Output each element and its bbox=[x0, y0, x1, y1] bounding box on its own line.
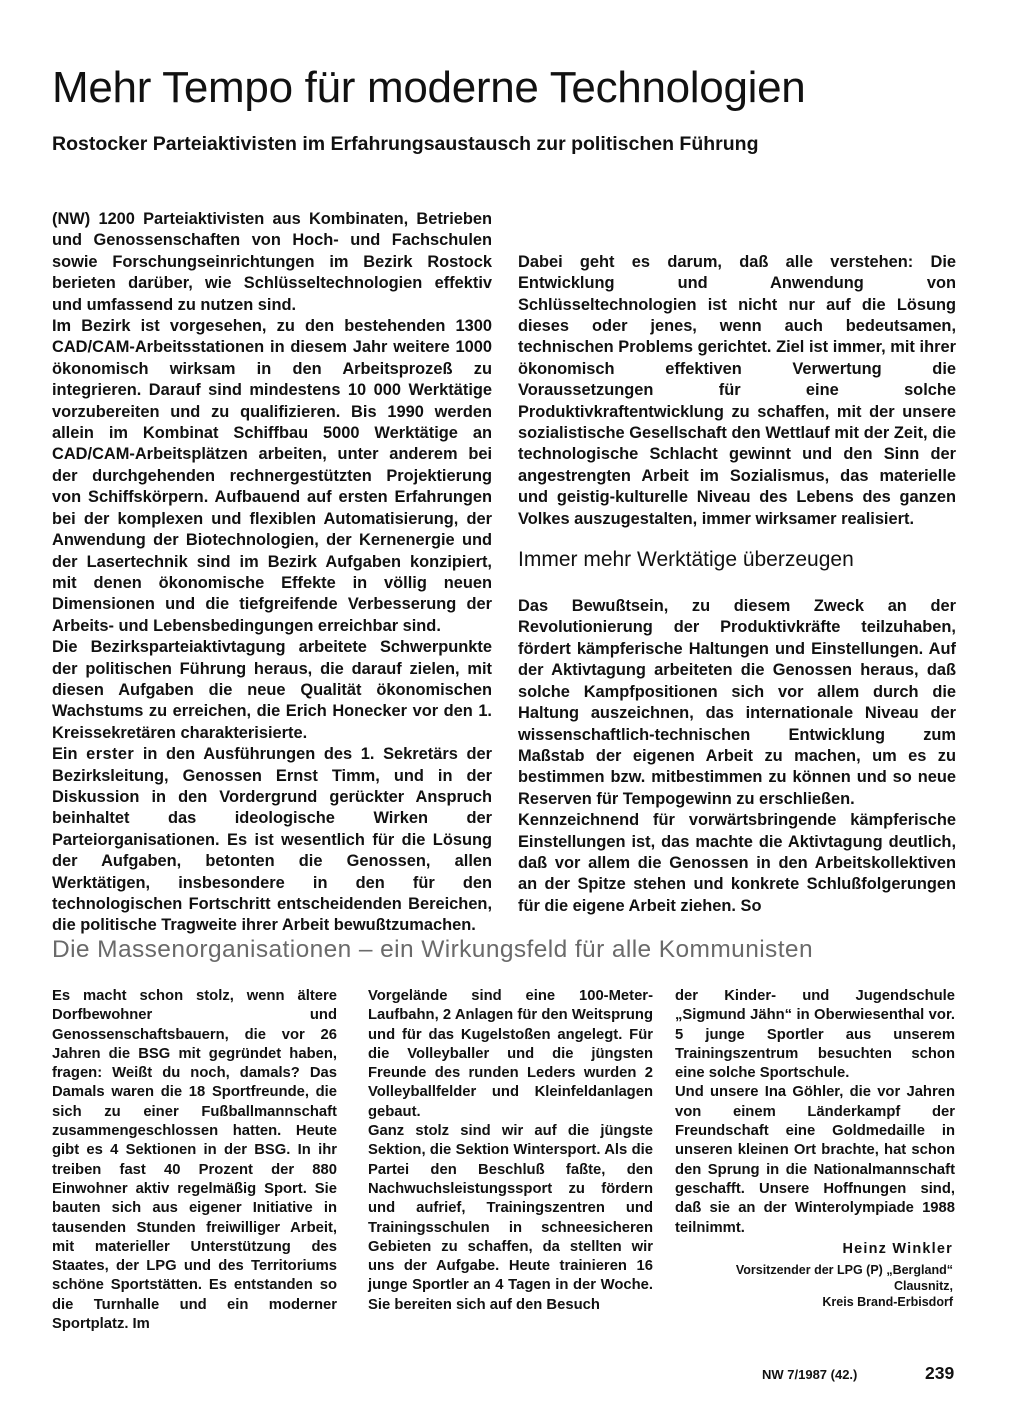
author-name: Heinz Winkler bbox=[842, 1241, 953, 1257]
sidebar-paragraph: Es macht schon stolz, wenn ältere Dorfbewohner und Genossenschaftsbauern, die vor 26 Jahren die BSG mit gegründet haben, fragen: Weißt du noch, damals? Das Damals waren die 18 Sportfreunde, die sich zu einer Fußballmannschaft zusammengeschlossen hatten. Heute gibt es 4 Sektionen in der BSG. In ihr treiben fast 40 Prozent der 880 Einwohner aktiv regelmäßig Sport. Sie bauten sich aus eigener Initiative in tausenden Stunden freiwilliger Arbeit, mit materieller Unterstützung des Staates, der LPG und des Territoriums schöne Sportstätten. Es entstanden so die Turnhalle und ein moderner Sportplatz. Im bbox=[52, 988, 337, 1333]
sidebar-title: Die Massenorganisationen – ein Wirkungsfeld für alle Kommunisten bbox=[52, 936, 813, 963]
section-heading: Immer mehr Werktätige überzeugen bbox=[518, 548, 854, 572]
paragraph-text: 1200 Parteiaktivisten aus Kombinaten, Betrieben und Genossenschaften von Hoch- und Fachschulen sowie Forschungseinrichtungen im Bezirk Rostock berieten darüber, wie Schlüsseltechnologien effektiv und umfassend zu nutzen sind. bbox=[52, 210, 492, 314]
article-column-left bbox=[52, 209, 492, 937]
sidebar-paragraph: Vorgelände sind eine 100-Meter-Laufbahn, 2 Anlagen für den Weitsprung und für das Kugelstoßen angelegt. Für die Volleyballer und die jüngsten Freunde des runden Leders wurden 2 Volleyballfelder und Kleinfeldanlagen gebaut. bbox=[368, 988, 653, 1120]
article-paragraph: Dabei geht es darum, daß alle verstehen: Die Entwicklung und Anwendung von Schlüsseltechnologien ist nicht nur auf die Lösung dieses oder jenes, wenn auch bedeutsamen, technischen Problems gerichtet. Ziel ist immer, mit ihrer ökonomisch effektiven Verwertung die Voraussetzungen für eine solche Produktivkraftentwicklung zu schaffen, mit der unsere sozialistische Gesellschaft den Wettlauf mit der Zeit, die technologische Schlacht gewinnt und den Sinn der angestrengten Arbeit im Sozialismus, das materielle und geistig-kulturelle Niveau des Lebens des ganzen Volkes auszugestalten, immer wirksamer realisiert. bbox=[518, 252, 956, 528]
sidebar-paragraph: Ganz stolz sind wir auf die jüngste Sektion, die Sektion Wintersport. Als die Partei den Beschluß faßte, den Nachwuchsleistungssport zu fördern und aufrief, Trainingszentren und Trainingsschulen in schneesicheren Gebieten zu schaffen, da stellten wir uns der Aufgabe. Heute trainieren 16 junge Sportler an 4 Tagen in der Woche. Sie bereiten sich auf den Besuch bbox=[368, 1123, 653, 1313]
article-title: Mehr Tempo für moderne Technologien bbox=[52, 63, 806, 112]
emphasized-word: erster bbox=[86, 745, 135, 764]
sidebar-paragraph: Und unsere Ina Göhler, die vor Jahren von einem Länderkampf der Freundschaft eine Goldmedaille in unseren kleinen Ort brachte, hat schon den Sprung in die Nationalmannschaft geschafft. Unsere Hoffnungen sind, daß sie an der Winterolympiade 1988 teilnimmt. bbox=[675, 1084, 955, 1236]
sidebar-column-2 bbox=[368, 987, 653, 1315]
article-paragraph: Die Bezirksparteiaktivtagung arbeitete Schwerpunkte der politischen Führung heraus, die darauf zielen, mit diesen Aufgaben die neue Qualität ökonomischen Wachstums zu erreichen, die Erich Honecker vor den 1. Kreissekretären charakterisierte. bbox=[52, 638, 492, 742]
article-paragraph bbox=[52, 209, 492, 316]
author-location: Clausnitz, bbox=[893, 1279, 953, 1293]
article-paragraph: Das Bewußtsein, zu diesem Zweck an der Revolutionierung der Produktivkräfte teilzuhaben, fördert kämpferische Haltungen und Einstellungen. Auf der Aktivtagung arbeiteten die Genossen heraus, daß solche Kampfpositionen sich vor allem durch die Haltung auszeichnen, das internationale Niveau der wissenschaftlich-technischen Entwicklung zum Maßstab der eigenen Arbeit zu machen, um es zu bestimmen bzw. mitbestimmen zu können und so neue Reserven für Tempogewinn zu erschließen. bbox=[518, 597, 956, 808]
page-number: 239 bbox=[925, 1363, 955, 1383]
column-continuation-space bbox=[518, 209, 956, 252]
sidebar-column-3 bbox=[675, 987, 955, 1238]
issue-reference: NW 7/1987 (42.) bbox=[762, 1367, 858, 1382]
article-paragraph: Kennzeichnend für vorwärtsbringende kämpferische Einstellungen ist, das machte die Aktivtagung deutlich, daß vor allem die Genossen in den Arbeitskollektiven an der Spitze stehen und konkrete Schlußfolgerungen für die eigene Arbeit ziehen. So bbox=[518, 811, 956, 915]
article-paragraph bbox=[52, 744, 492, 937]
sidebar-column-1 bbox=[52, 987, 337, 1334]
author-role: Vorsitzender der LPG (P) „Bergland“ bbox=[735, 1263, 953, 1277]
article-paragraph: Im Bezirk ist vorgesehen, zu den bestehenden 1300 CAD/CAM-Arbeitsstationen in diesem Jahr weitere 1000 ökonomisch wirksam in den Arbeitsprozeß zu integrieren. Darauf sind mindestens 10 000 Werktätige vorzubereiten und zu qualifizieren. Bis 1990 werden allein im Kombinat Schiffbau 5000 Werktätige an CAD/CAM-Arbeitsplätzen arbeiten, unter anderem bei der durchgehenden rechnergestützten Projektierung von Schiffskörpern. Aufbauend auf ersten Erfahrungen bei der komplexen und flexiblen Automatisierung, der Anwendung der Biotechnologien, der Kernenergie und der Lasertechnik sind im Bezirk Aufgaben konzipiert, mit denen ökonomische Effekte in völlig neuen Dimensionen und die tiefgreifende Verbesserung der Arbeits- und Lebensbedingungen erreichbar sind. bbox=[52, 317, 492, 635]
author-district: Kreis Brand-Erbisdorf bbox=[822, 1295, 953, 1309]
sidebar-paragraph: der Kinder- und Jugendschule „Sigmund Jähn“ in Oberwiesenthal vor. 5 junge Sportler aus unserem Trainingszentrum besuchten schon eine solche Sportschule. bbox=[675, 988, 955, 1082]
author-signature bbox=[675, 1240, 953, 1310]
paragraph-text: in den Ausführungen des 1. Sekretärs der Bezirksleitung, Genossen Ernst Timm, und in der Diskussion in den Vordergrund gerückter Anspruch beinhaltet das ideologische Wirken der Parteiorganisationen. Es ist wesentlich für die Lösung der Aufgaben, betonten die Genossen, allen Werktätigen, insbesondere in den für den technologischen Fortschritt entscheidenden Bereichen, die politische Tragweite ihrer Arbeit bewußtzumachen. bbox=[52, 745, 493, 935]
article-subtitle: Rostocker Parteiaktivisten im Erfahrungsaustausch zur politischen Führung bbox=[52, 133, 759, 155]
lead-tag: (NW) bbox=[52, 210, 91, 228]
paragraph-text: Ein bbox=[52, 745, 78, 764]
article-column-right bbox=[518, 209, 956, 917]
